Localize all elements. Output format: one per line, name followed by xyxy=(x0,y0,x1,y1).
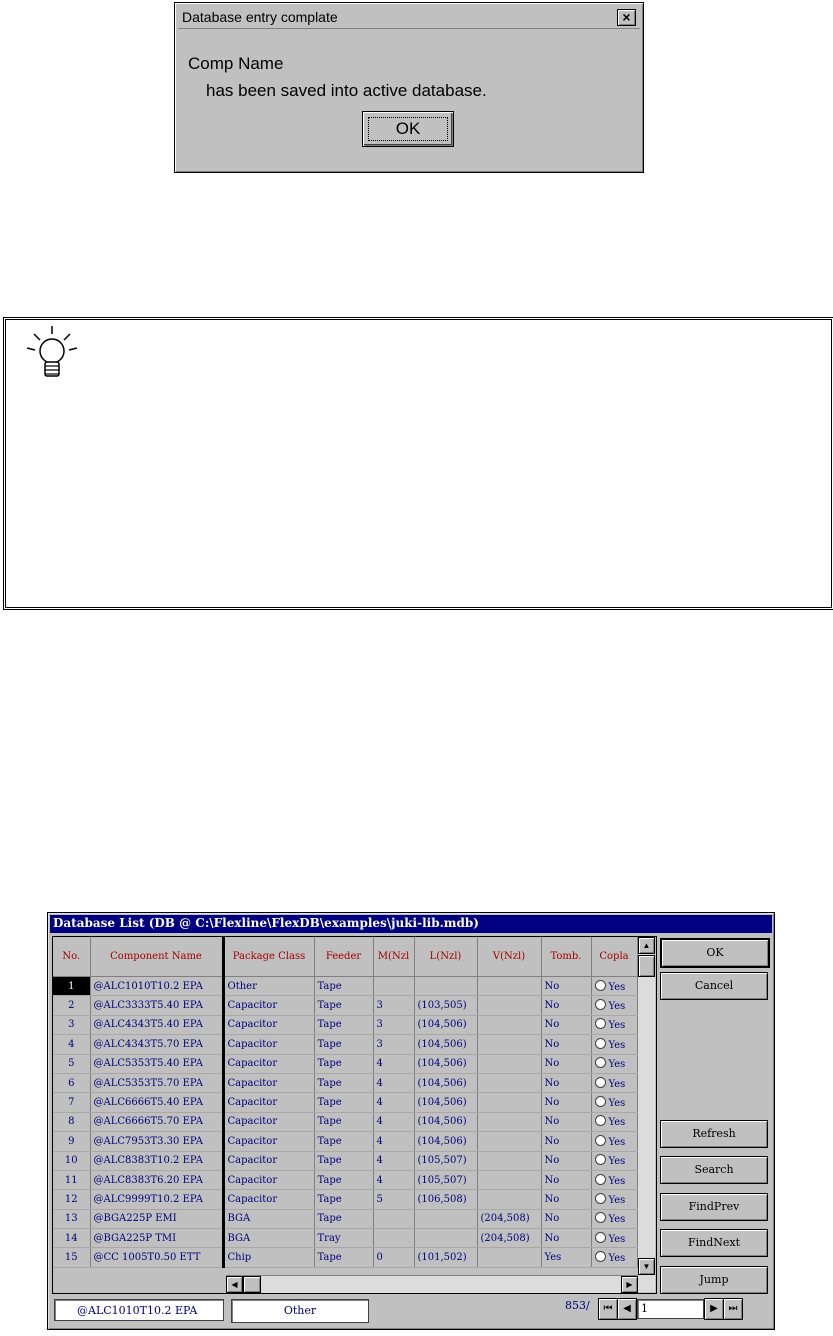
close-icon[interactable]: × xyxy=(617,9,636,26)
copla-label: Yes xyxy=(608,981,626,993)
cell-v-nzl[interactable] xyxy=(477,1093,541,1112)
cell-component-name[interactable]: @BGA225P EMI xyxy=(90,1209,223,1228)
table-row[interactable] xyxy=(53,1112,637,1131)
radio-icon[interactable] xyxy=(595,1077,606,1088)
database-list-dialog xyxy=(47,912,775,1330)
table-row[interactable] xyxy=(53,977,637,996)
radio-icon[interactable] xyxy=(595,1154,606,1165)
cell-feeder[interactable]: Tape xyxy=(314,1035,373,1054)
cell-tomb[interactable]: No xyxy=(541,1190,591,1209)
cell-l-nzl[interactable]: (105,507) xyxy=(414,1170,477,1189)
cell-feeder[interactable]: Tape xyxy=(314,1073,373,1092)
header-row xyxy=(53,937,637,977)
cell-copla[interactable] xyxy=(591,1112,637,1131)
col-header-m-nzl[interactable]: M(Nzl xyxy=(373,937,414,977)
next-record-icon[interactable]: ▶ xyxy=(704,1298,724,1320)
cell-l-nzl[interactable]: (106,508) xyxy=(414,1190,477,1209)
cell-no[interactable]: 3 xyxy=(53,1015,90,1034)
col-header-component-name[interactable]: Component Name xyxy=(90,937,223,977)
table-row[interactable] xyxy=(53,1209,637,1228)
component-table xyxy=(53,937,638,1268)
cell-feeder[interactable]: Tray xyxy=(314,1229,373,1248)
table-row[interactable] xyxy=(53,1170,637,1189)
table-row[interactable] xyxy=(53,1015,637,1034)
jump-button[interactable]: Jump xyxy=(660,1266,768,1294)
cell-no[interactable]: 6 xyxy=(53,1073,90,1092)
radio-icon[interactable] xyxy=(595,1057,606,1068)
cell-l-nzl[interactable] xyxy=(414,1209,477,1228)
copla-label: Yes xyxy=(608,1233,626,1245)
radio-icon[interactable] xyxy=(595,1096,606,1107)
cell-no[interactable]: 8 xyxy=(53,1112,90,1131)
cell-l-nzl[interactable]: (104,506) xyxy=(414,1015,477,1034)
cell-feeder[interactable]: Tape xyxy=(314,1248,373,1267)
cell-tomb[interactable]: No xyxy=(541,1093,591,1112)
cell-v-nzl[interactable] xyxy=(477,1112,541,1131)
scroll-up-icon[interactable]: ▲ xyxy=(638,937,655,954)
cell-copla[interactable] xyxy=(591,1073,637,1092)
cell-l-nzl[interactable]: (104,506) xyxy=(414,1073,477,1092)
cell-no[interactable]: 14 xyxy=(53,1229,90,1248)
cell-l-nzl[interactable] xyxy=(414,1229,477,1248)
cell-feeder[interactable]: Tape xyxy=(314,1015,373,1034)
cell-tomb[interactable]: No xyxy=(541,1229,591,1248)
cell-l-nzl[interactable]: (103,505) xyxy=(414,996,477,1015)
cell-l-nzl[interactable]: (104,506) xyxy=(414,1093,477,1112)
cell-m-nzl[interactable]: 4 xyxy=(373,1073,414,1092)
cell-copla[interactable] xyxy=(591,996,637,1015)
cell-no[interactable]: 12 xyxy=(53,1190,90,1209)
cell-feeder[interactable]: Tape xyxy=(314,1170,373,1189)
cell-copla[interactable] xyxy=(591,1015,637,1034)
col-header-no[interactable]: No. xyxy=(53,937,90,977)
cell-copla[interactable] xyxy=(591,1190,637,1209)
cell-copla[interactable] xyxy=(591,1170,637,1189)
cell-package-class[interactable]: Other xyxy=(223,977,314,996)
cell-m-nzl[interactable] xyxy=(373,1209,414,1228)
cell-m-nzl[interactable]: 3 xyxy=(373,1035,414,1054)
focus-rect xyxy=(368,117,448,141)
cell-no[interactable]: 1 xyxy=(53,977,90,996)
table-row[interactable] xyxy=(53,1151,637,1170)
cell-package-class[interactable]: Capacitor xyxy=(223,1170,314,1189)
cell-m-nzl[interactable]: 4 xyxy=(373,1112,414,1131)
copla-label: Yes xyxy=(608,1117,626,1129)
cell-v-nzl[interactable] xyxy=(477,1248,541,1267)
cell-v-nzl[interactable] xyxy=(477,1015,541,1034)
record-count: 853/ xyxy=(565,1299,590,1312)
cell-m-nzl[interactable]: 4 xyxy=(373,1170,414,1189)
radio-icon[interactable] xyxy=(595,999,606,1010)
table-row[interactable] xyxy=(53,1035,637,1054)
cell-component-name[interactable]: @ALC7953T3.30 EPA xyxy=(90,1132,223,1151)
cell-package-class[interactable]: Capacitor xyxy=(223,1112,314,1131)
copla-label: Yes xyxy=(608,1136,626,1148)
cell-copla[interactable] xyxy=(591,1132,637,1151)
cell-m-nzl[interactable]: 0 xyxy=(373,1248,414,1267)
current-package-class-field[interactable]: Other xyxy=(231,1299,369,1323)
table-row[interactable] xyxy=(53,1248,637,1267)
cell-package-class[interactable]: Capacitor xyxy=(223,996,314,1015)
col-header-v-nzl[interactable]: V(Nzl) xyxy=(477,937,541,977)
cell-l-nzl[interactable]: (105,507) xyxy=(414,1151,477,1170)
cell-component-name[interactable]: @ALC8383T10.2 EPA xyxy=(90,1151,223,1170)
radio-icon[interactable] xyxy=(595,1193,606,1204)
cell-m-nzl[interactable]: 4 xyxy=(373,1054,414,1073)
cell-feeder[interactable]: Tape xyxy=(314,1209,373,1228)
cell-component-name[interactable]: @ALC8383T6.20 EPA xyxy=(90,1170,223,1189)
cell-component-name[interactable]: @ALC5353T5.70 EPA xyxy=(90,1073,223,1092)
cell-package-class[interactable]: Capacitor xyxy=(223,1093,314,1112)
cell-component-name[interactable]: @ALC6666T5.70 EPA xyxy=(90,1112,223,1131)
cell-m-nzl[interactable]: 5 xyxy=(373,1190,414,1209)
cell-v-nzl[interactable] xyxy=(477,1035,541,1054)
radio-icon[interactable] xyxy=(595,1135,606,1146)
scroll-thumb[interactable] xyxy=(638,955,655,977)
cell-no[interactable]: 5 xyxy=(53,1054,90,1073)
cell-tomb[interactable]: No xyxy=(541,1170,591,1189)
cell-no[interactable]: 9 xyxy=(53,1132,90,1151)
cell-v-nzl[interactable] xyxy=(477,1170,541,1189)
radio-icon[interactable] xyxy=(595,1232,606,1243)
database-grid[interactable] xyxy=(52,936,657,1294)
tip-box xyxy=(3,317,833,610)
message-comp-name: Comp Name xyxy=(188,54,284,73)
cell-no[interactable]: 10 xyxy=(53,1151,90,1170)
table-body xyxy=(53,977,637,1268)
dialog-title: Database entry complate xyxy=(182,9,338,25)
cell-m-nzl[interactable] xyxy=(373,1229,414,1248)
refresh-button[interactable]: Refresh xyxy=(660,1120,768,1148)
col-header-copla[interactable]: Copla xyxy=(591,937,637,977)
cell-l-nzl[interactable]: (104,506) xyxy=(414,1054,477,1073)
radio-icon[interactable] xyxy=(595,980,606,991)
hscroll-thumb[interactable] xyxy=(243,1276,261,1293)
ok-button[interactable] xyxy=(362,111,454,147)
scroll-down-icon[interactable]: ▼ xyxy=(638,1258,655,1275)
vertical-scrollbar[interactable] xyxy=(638,937,655,1292)
radio-icon[interactable] xyxy=(595,1174,606,1185)
cell-v-nzl[interactable] xyxy=(477,977,541,996)
cell-tomb[interactable]: No xyxy=(541,1054,591,1073)
cell-component-name[interactable]: @ALC5353T5.40 EPA xyxy=(90,1054,223,1073)
cell-no[interactable]: 4 xyxy=(53,1035,90,1054)
cell-feeder[interactable]: Tape xyxy=(314,996,373,1015)
radio-icon[interactable] xyxy=(595,1251,606,1262)
cell-feeder[interactable]: Tape xyxy=(314,1190,373,1209)
cell-v-nzl[interactable] xyxy=(477,1073,541,1092)
copla-label: Yes xyxy=(608,1156,626,1168)
cell-m-nzl[interactable] xyxy=(373,977,414,996)
table-row[interactable] xyxy=(53,1093,637,1112)
table-row[interactable] xyxy=(53,1054,637,1073)
record-position-input[interactable]: 1 xyxy=(637,1299,704,1319)
cell-package-class[interactable]: Capacitor xyxy=(223,1015,314,1034)
cell-tomb[interactable]: No xyxy=(541,1015,591,1034)
cell-package-class[interactable]: Capacitor xyxy=(223,1035,314,1054)
cell-component-name[interactable]: @CC 1005T0.50 ETT xyxy=(90,1248,223,1267)
cell-copla[interactable] xyxy=(591,1093,637,1112)
dialog-titlebar xyxy=(178,6,640,29)
cell-copla[interactable] xyxy=(591,1035,637,1054)
cell-component-name[interactable]: @ALC3333T5.40 EPA xyxy=(90,996,223,1015)
cell-no[interactable]: 2 xyxy=(53,996,90,1015)
cell-l-nzl[interactable]: (101,502) xyxy=(414,1248,477,1267)
cell-tomb[interactable]: No xyxy=(541,1035,591,1054)
search-button[interactable]: Search xyxy=(660,1156,768,1184)
cell-package-class[interactable]: Capacitor xyxy=(223,1073,314,1092)
cell-tomb[interactable]: No xyxy=(541,1209,591,1228)
table-row[interactable] xyxy=(53,996,637,1015)
cell-tomb[interactable]: No xyxy=(541,1132,591,1151)
cell-component-name[interactable]: @ALC4343T5.40 EPA xyxy=(90,1015,223,1034)
cell-package-class[interactable]: Capacitor xyxy=(223,1190,314,1209)
col-header-package-class[interactable]: Package Class xyxy=(223,937,314,977)
cell-v-nzl[interactable] xyxy=(477,1151,541,1170)
cell-feeder[interactable]: Tape xyxy=(314,1112,373,1131)
cell-v-nzl[interactable] xyxy=(477,1054,541,1073)
cell-no[interactable]: 11 xyxy=(53,1170,90,1189)
cell-component-name[interactable]: @ALC9999T10.2 EPA xyxy=(90,1190,223,1209)
cell-m-nzl[interactable]: 3 xyxy=(373,996,414,1015)
lightbulb-icon xyxy=(24,324,80,384)
scroll-left-icon[interactable]: ◀ xyxy=(226,1276,243,1293)
cell-feeder[interactable]: Tape xyxy=(314,1151,373,1170)
cell-m-nzl[interactable]: 4 xyxy=(373,1132,414,1151)
cell-v-nzl[interactable]: (204,508) xyxy=(477,1209,541,1228)
scroll-right-icon[interactable]: ▶ xyxy=(621,1276,638,1293)
find-next-button[interactable]: FindNext xyxy=(660,1229,768,1257)
last-record-icon[interactable]: ⏭ xyxy=(723,1298,743,1320)
copla-label: Yes xyxy=(608,1059,626,1071)
cell-component-name[interactable]: @ALC1010T10.2 EPA xyxy=(90,977,223,996)
cell-no[interactable]: 13 xyxy=(53,1209,90,1228)
ok-button-label: OK xyxy=(395,119,421,138)
cell-tomb[interactable]: No xyxy=(541,977,591,996)
copla-label: Yes xyxy=(608,1194,626,1206)
cell-copla[interactable] xyxy=(591,1209,637,1228)
table-row[interactable] xyxy=(53,1132,637,1151)
copla-label: Yes xyxy=(608,1078,626,1090)
col-header-feeder[interactable]: Feeder xyxy=(314,937,373,977)
cell-m-nzl[interactable]: 4 xyxy=(373,1151,414,1170)
cancel-button[interactable]: Cancel xyxy=(660,972,768,1000)
cell-feeder[interactable]: Tape xyxy=(314,1093,373,1112)
cell-copla[interactable] xyxy=(591,1248,637,1267)
cell-component-name[interactable]: @ALC4343T5.70 EPA xyxy=(90,1035,223,1054)
prev-record-icon[interactable]: ◀ xyxy=(617,1298,637,1320)
cell-copla[interactable] xyxy=(591,977,637,996)
copla-label: Yes xyxy=(608,1214,626,1226)
table-row[interactable] xyxy=(53,1190,637,1209)
cell-package-class[interactable]: BGA xyxy=(223,1209,314,1228)
cell-feeder[interactable]: Tape xyxy=(314,977,373,996)
copla-label: Yes xyxy=(608,1001,626,1013)
current-component-name-field[interactable]: @ALC1010T10.2 EPA xyxy=(54,1299,224,1321)
cell-l-nzl[interactable]: (104,506) xyxy=(414,1035,477,1054)
col-header-tomb[interactable]: Tomb. xyxy=(541,937,591,977)
radio-icon[interactable] xyxy=(595,1018,606,1029)
copla-label: Yes xyxy=(608,1098,626,1110)
cell-tomb[interactable]: No xyxy=(541,1073,591,1092)
cell-tomb[interactable]: No xyxy=(541,996,591,1015)
copla-label: Yes xyxy=(608,1020,626,1032)
cell-v-nzl[interactable] xyxy=(477,1190,541,1209)
cell-copla[interactable] xyxy=(591,1054,637,1073)
ok-button[interactable]: OK xyxy=(660,938,770,968)
cell-m-nzl[interactable]: 4 xyxy=(373,1093,414,1112)
cell-no[interactable]: 7 xyxy=(53,1093,90,1112)
cell-package-class[interactable]: Capacitor xyxy=(223,1132,314,1151)
first-record-icon[interactable]: ⏮ xyxy=(598,1298,618,1320)
cell-feeder[interactable]: Tape xyxy=(314,1054,373,1073)
copla-label: Yes xyxy=(608,1039,626,1051)
radio-icon[interactable] xyxy=(595,1115,606,1126)
cell-component-name[interactable]: @BGA225P TMI xyxy=(90,1229,223,1248)
table-row[interactable] xyxy=(53,1073,637,1092)
save-complete-dialog xyxy=(174,2,644,173)
cell-l-nzl[interactable]: (104,506) xyxy=(414,1112,477,1131)
radio-icon[interactable] xyxy=(595,1038,606,1049)
copla-label: Yes xyxy=(608,1175,626,1187)
cell-v-nzl[interactable] xyxy=(477,1132,541,1151)
cell-l-nzl[interactable]: (104,506) xyxy=(414,1132,477,1151)
table-row[interactable] xyxy=(53,1229,637,1248)
cell-l-nzl[interactable] xyxy=(414,977,477,996)
radio-icon[interactable] xyxy=(595,1212,606,1223)
find-prev-button[interactable]: FindPrev xyxy=(660,1193,768,1221)
copla-label: Yes xyxy=(608,1253,626,1265)
cell-package-class[interactable]: Capacitor xyxy=(223,1054,314,1073)
dialog-titlebar xyxy=(50,915,772,933)
cell-package-class[interactable]: Chip xyxy=(223,1248,314,1267)
cell-tomb[interactable]: No xyxy=(541,1151,591,1170)
message-saved: has been saved into active database. xyxy=(206,81,487,100)
cell-copla[interactable] xyxy=(591,1151,637,1170)
cell-v-nzl[interactable] xyxy=(477,996,541,1015)
cell-copla[interactable] xyxy=(591,1229,637,1248)
cell-m-nzl[interactable]: 3 xyxy=(373,1015,414,1034)
cell-tomb[interactable]: Yes xyxy=(541,1248,591,1267)
dialog-title: Database List (DB @ C:\Flexline\FlexDB\examples\juki-lib.mdb) xyxy=(53,916,479,930)
cell-component-name[interactable]: @ALC6666T5.40 EPA xyxy=(90,1093,223,1112)
col-header-l-nzl[interactable]: L(Nzl) xyxy=(414,937,477,977)
cell-feeder[interactable]: Tape xyxy=(314,1132,373,1151)
cell-no[interactable]: 15 xyxy=(53,1248,90,1267)
cell-v-nzl[interactable]: (204,508) xyxy=(477,1229,541,1248)
cell-tomb[interactable]: No xyxy=(541,1112,591,1131)
cell-package-class[interactable]: Capacitor xyxy=(223,1151,314,1170)
cell-package-class[interactable]: BGA xyxy=(223,1229,314,1248)
horizontal-scrollbar[interactable] xyxy=(226,1275,638,1293)
